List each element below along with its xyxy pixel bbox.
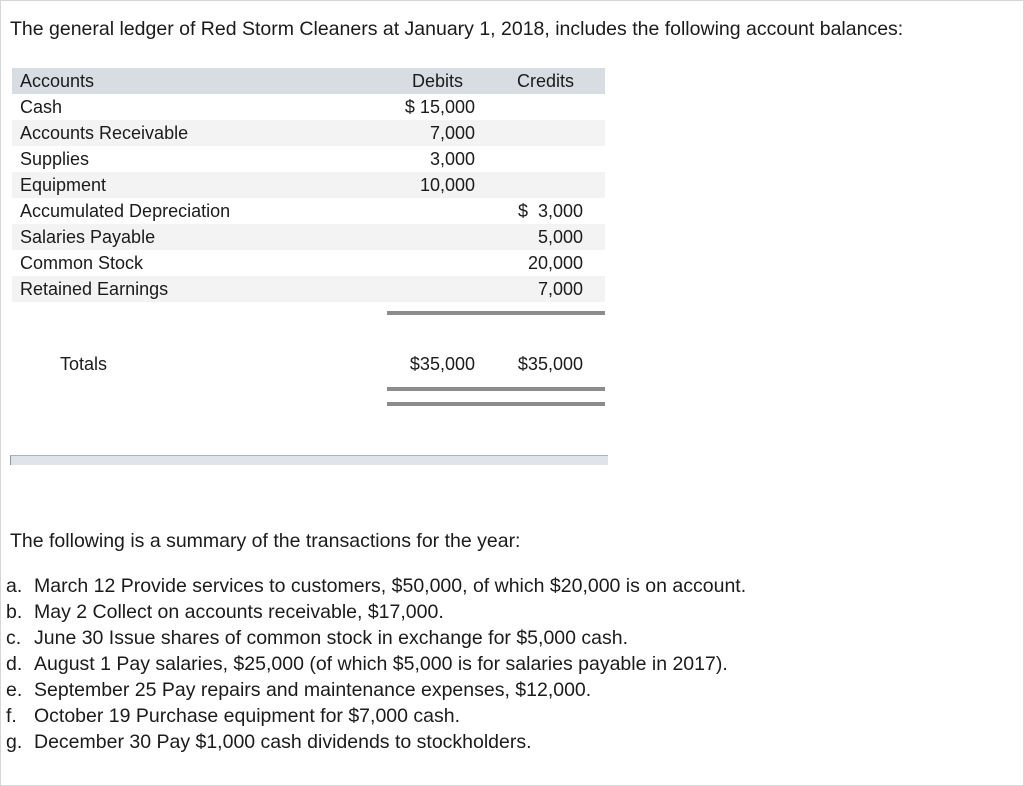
- header-debits: Debits: [412, 71, 464, 91]
- double-rule-top: [387, 387, 605, 391]
- debit-value: $ 15,000: [404, 97, 475, 117]
- debit-value: 7,000: [429, 123, 475, 143]
- transactions-list: [6, 575, 746, 757]
- item-letter: g.: [6, 731, 23, 753]
- item-letter: e.: [6, 679, 23, 701]
- header-credits: Credits: [517, 71, 575, 91]
- list-item: [6, 679, 746, 705]
- table-row: [12, 120, 605, 146]
- subtotal-rule: [387, 311, 605, 315]
- credit-value: 5,000: [537, 227, 583, 247]
- double-rule-bottom: [387, 402, 605, 406]
- totals-credit: $35,000: [517, 354, 583, 374]
- intro-text: The general ledger of Red Storm Cleaners at January 1, 2018, includes the following account balances:: [10, 18, 904, 40]
- item-letter: d.: [6, 653, 23, 675]
- table-row: [12, 250, 605, 276]
- table-row: [12, 276, 605, 302]
- item-text: May 2 Collect on accounts receivable, $17,000.: [34, 601, 444, 623]
- credit-value: 7,000: [537, 279, 583, 299]
- account-name: Salaries Payable: [20, 227, 156, 247]
- item-text: March 12 Provide services to customers, $50,000, of which $20,000 is on account.: [34, 575, 747, 597]
- debit-value: 10,000: [419, 175, 475, 195]
- horizontal-scrollbar[interactable]: [10, 455, 608, 465]
- list-item: [6, 601, 746, 627]
- item-text: October 19 Purchase equipment for $7,000 cash.: [34, 705, 461, 727]
- credit-value: 20,000: [527, 253, 583, 273]
- account-name: Accumulated Depreciation: [20, 201, 231, 221]
- ledger-header-row: [12, 68, 605, 94]
- list-item: [6, 731, 746, 757]
- item-letter: c.: [6, 627, 22, 649]
- table-row: [12, 146, 605, 172]
- credit-value: $ 3,000: [517, 201, 583, 221]
- table-row: [12, 172, 605, 198]
- list-item: [6, 705, 746, 731]
- list-item: [6, 653, 746, 679]
- account-name: Accounts Receivable: [20, 123, 189, 143]
- item-letter: b.: [6, 601, 23, 623]
- list-item: [6, 575, 746, 601]
- list-item: [6, 627, 746, 653]
- item-letter: f.: [6, 705, 17, 727]
- account-name: Common Stock: [20, 253, 144, 273]
- account-name: Cash: [20, 97, 63, 117]
- debit-value: 3,000: [429, 149, 475, 169]
- table-row: [12, 198, 605, 224]
- header-accounts: Accounts: [20, 71, 95, 91]
- totals-debit: $35,000: [409, 354, 475, 374]
- summary-title: The following is a summary of the transactions for the year:: [10, 530, 521, 552]
- table-row: [12, 224, 605, 250]
- item-text: June 30 Issue shares of common stock in exchange for $5,000 cash.: [34, 627, 629, 649]
- account-name: Equipment: [20, 175, 107, 195]
- item-text: September 25 Pay repairs and maintenance expenses, $12,000.: [34, 679, 592, 701]
- item-letter: a.: [6, 575, 23, 597]
- totals-label: Totals: [60, 354, 108, 374]
- item-text: August 1 Pay salaries, $25,000 (of which $5,000 is for salaries payable in 2017).: [34, 653, 728, 675]
- account-name: Supplies: [20, 149, 90, 169]
- item-text: December 30 Pay $1,000 cash dividends to stockholders.: [34, 731, 532, 753]
- table-row: [12, 94, 605, 120]
- account-name: Retained Earnings: [20, 279, 169, 299]
